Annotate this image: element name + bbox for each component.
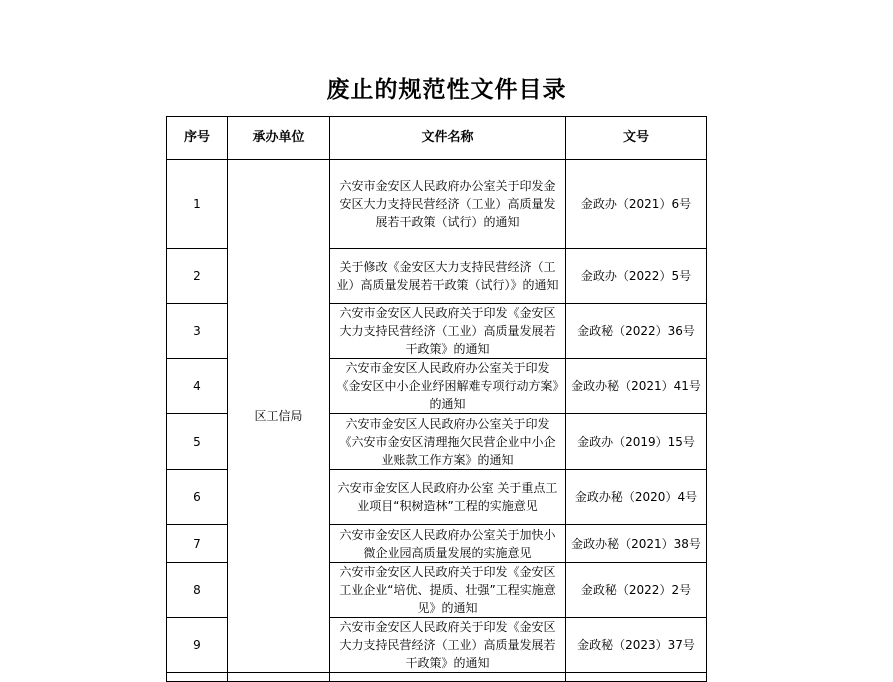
unit-cell: 区工信局	[228, 160, 330, 673]
row-document-name: 六安市金安区人民政府关于印发《金安区工业企业“培优、提质、壮强”工程实施意见》的通知	[330, 563, 566, 618]
row-document-name: 六安市金安区人民政府办公室关于印发《金安区中小企业纾困解难专项行动方案》的通知	[330, 359, 566, 414]
row-index: 3	[167, 304, 228, 359]
row-document-number: 金政办秘（2021）41号	[566, 359, 707, 414]
header-unit: 承办单位	[228, 117, 330, 160]
row-document-number: 金政秘（2022）36号	[566, 304, 707, 359]
row-document-name: 六安市金安区人民政府关于印发《金安区大力支持民营经济（工业）高质量发展若干政策》的通知	[330, 304, 566, 359]
document-catalog-table	[166, 116, 707, 682]
page-title: 废止的规范性文件目录	[326, 76, 567, 103]
row-document-name: 六安市金安区人民政府办公室 关于重点工业项目“积树造林”工程的实施意见	[330, 470, 566, 525]
row-document-number: 金政办（2021）6号	[566, 160, 707, 249]
header-document-number: 文号	[566, 117, 707, 160]
row-index: 7	[167, 525, 228, 563]
row-document-name: 六安市金安区人民政府办公室关于加快小微企业园高质量发展的实施意见	[330, 525, 566, 563]
row-index: 5	[167, 414, 228, 470]
row-index: 4	[167, 359, 228, 414]
row-index: 2	[167, 249, 228, 304]
row-index: 8	[167, 563, 228, 618]
row-index: 6	[167, 470, 228, 525]
table-header-row	[167, 117, 707, 160]
table-row-partial	[167, 673, 707, 682]
row-index: 1	[167, 160, 228, 249]
row-document-name: 关于修改《金安区大力支持民营经济（工业）高质量发展若干政策（试行）》的通知	[330, 249, 566, 304]
row-document-name: 六安市金安区人民政府办公室关于印发金安区大力支持民营经济（工业）高质量发展若干政策（试行）的通知	[330, 160, 566, 249]
row-index: 9	[167, 618, 228, 673]
row-document-name: 六安市金安区人民政府关于印发《金安区大力支持民营经济（工业）高质量发展若干政策》的通知	[330, 618, 566, 673]
table-row	[167, 160, 707, 249]
row-document-number: 金政秘（2023）37号	[566, 618, 707, 673]
row-document-name: 六安市金安区人民政府办公室关于印发《六安市金安区清理拖欠民营企业中小企业账款工作方案》的通知	[330, 414, 566, 470]
row-document-number: 金政办秘（2021）38号	[566, 525, 707, 563]
row-document-number: 金政秘（2022）2号	[566, 563, 707, 618]
header-document-name: 文件名称	[330, 117, 566, 160]
header-index: 序号	[167, 117, 228, 160]
row-document-number: 金政办（2019）15号	[566, 414, 707, 470]
row-document-number: 金政办（2022）5号	[566, 249, 707, 304]
row-document-number: 金政办秘（2020）4号	[566, 470, 707, 525]
